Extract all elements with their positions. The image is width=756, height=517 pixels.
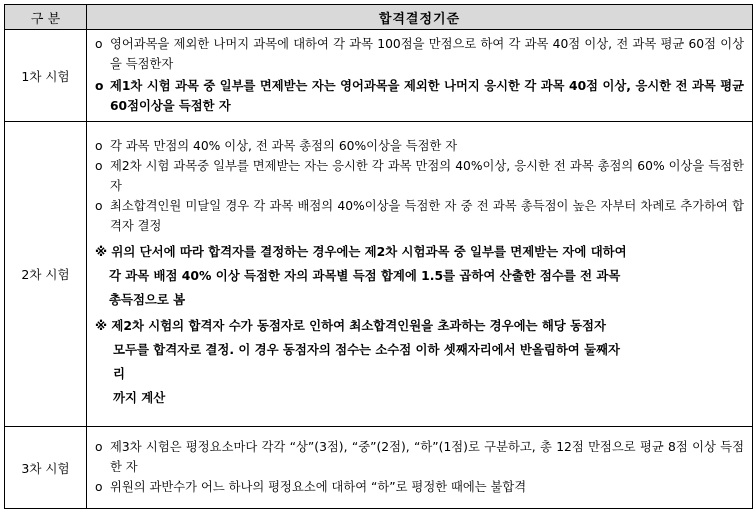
pass-criteria-table bbox=[4, 4, 753, 509]
note-mark: ※ bbox=[95, 243, 108, 259]
row-label-first-exam: 1차 시험 bbox=[5, 30, 87, 122]
note-mark: ※ bbox=[95, 317, 108, 333]
item-text: 제1차 시험 과목 중 일부를 면제받는 자는 영어과목을 제외한 나머지 응시한 각 과목 40점 이상, 응시한 전 과목 평균 60점이상을 득점한 자 bbox=[110, 79, 744, 113]
item-text: 제3차 시험은 평정요소마다 각각 “상”(3점), “중”(2점), “하”(1점)로 구분하고, 총 12점 만점으로 평균 8점 이상 득점한 자 bbox=[110, 440, 744, 474]
bullet-marker: o bbox=[95, 138, 103, 153]
table-row bbox=[5, 427, 753, 509]
item-text: 제2차 시험 과목중 일부를 면제받는 자는 응시한 각 과목 만점의 40%이상, 응시한 전 과목 총점의 60% 이상을 득점한 자 bbox=[110, 158, 744, 193]
note-line bbox=[95, 242, 744, 262]
table-row bbox=[5, 122, 753, 427]
note-text: 제2차 시험의 합격자 수가 동점자로 인하여 최소합격인원을 초과하는 경우에는 해당 동점자 bbox=[111, 317, 606, 333]
note-line: 까지 계산 bbox=[113, 389, 166, 405]
note-text: 위의 단서에 따라 합격자를 결정하는 경우에는 제2차 시험과목 중 일부를 면제받는 자에 대하여 bbox=[111, 243, 627, 259]
note-block bbox=[95, 242, 744, 310]
list-item bbox=[95, 437, 744, 477]
bullet-marker: o bbox=[95, 37, 103, 51]
row-content-first-exam bbox=[87, 30, 753, 122]
note-line: 각 과목 배점 40% 이상 득점한 자의 과목별 득점 합계에 1.5를 곱하여 산출한 점수를 전 과목 bbox=[109, 267, 621, 283]
note-line: 리 bbox=[113, 365, 125, 381]
list-item bbox=[95, 156, 744, 196]
item-text: 영어과목을 제외한 나머지 과목에 대하여 각 과목 100점을 만점으로 하여 각 과목 40점 이상, 전 과목 평균 60점 이상을 득점한자 bbox=[110, 37, 744, 71]
row-label-third-exam: 3차 시험 bbox=[5, 427, 87, 509]
row-content-third-exam bbox=[87, 427, 753, 509]
note-line: 총득점으로 봄 bbox=[109, 291, 186, 307]
note-block bbox=[95, 316, 744, 408]
bullet-marker: o bbox=[95, 480, 103, 494]
list-item bbox=[95, 477, 744, 497]
row-label-second-exam: 2차 시험 bbox=[5, 122, 87, 427]
note-line: 모두를 합격자로 결정. 이 경우 동점자의 점수는 소수점 이하 셋째자리에서 반올림하여 둘째자 bbox=[113, 341, 620, 357]
note-line bbox=[95, 316, 744, 336]
bullet-marker: o bbox=[95, 440, 103, 454]
bullet-marker: o bbox=[95, 158, 103, 173]
bullet-marker: o bbox=[95, 198, 103, 213]
item-text: 최소합격인원 미달일 경우 각 과목 배점의 40%이상을 득점한 자 중 전 과목 총득점이 높은 자부터 차례로 추가하여 합격자 결정 bbox=[110, 198, 744, 233]
row-content-second-exam bbox=[87, 122, 753, 427]
header-criteria: 합격결정기준 bbox=[87, 5, 753, 30]
list-item bbox=[95, 196, 744, 236]
bullet-marker: o bbox=[95, 79, 104, 93]
list-item bbox=[95, 76, 744, 116]
item-text: 위원의 과반수가 어느 하나의 평정요소에 대하여 “하”로 평정한 때에는 불합격 bbox=[110, 480, 527, 494]
list-item bbox=[95, 136, 744, 156]
list-item bbox=[95, 34, 744, 74]
item-text: 각 과목 만점의 40% 이상, 전 과목 총점의 60%이상을 득점한 자 bbox=[110, 138, 458, 153]
header-category: 구 분 bbox=[5, 5, 87, 30]
table-row bbox=[5, 30, 753, 122]
table-header-row bbox=[5, 5, 753, 30]
